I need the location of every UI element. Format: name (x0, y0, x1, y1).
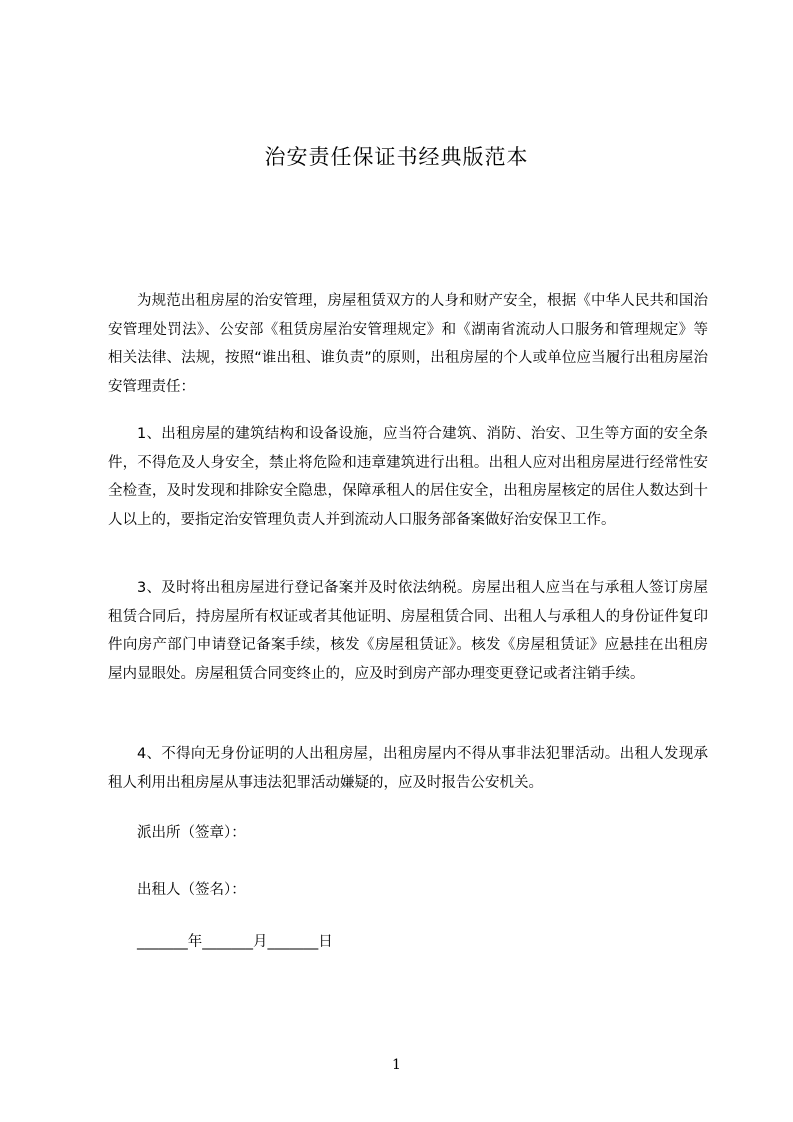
paragraph-clause-4: 4、不得向无身份证明的人出租房屋，出租房屋内不得从事非法犯罪活动。出租人发现承租人利用出租房屋从事违法犯罪活动嫌疑的，应及时报告公安机关。 (108, 746, 708, 791)
police-station-signature-line: 派出所（签章）： (137, 825, 246, 841)
paragraph-clause-3: 3、及时将出租房屋进行登记备案并及时依法纳税。房屋出租人应当在与承租人签订房屋租赁合同后，持房屋所有权证或者其他证明、房屋租赁合同、出租人与承租人的身份证件复印件向房产部门申请登记备案手续，核发《房屋租赁证》。核发《房屋租赁证》应悬挂在出租房屋内显眼处。房屋租赁合同变终止的，应及时到房产部办理变更登记或者注销手续。 (108, 580, 708, 682)
date-line: _______年_______月_______日 (137, 934, 333, 950)
page-number: 1 (392, 1057, 401, 1073)
document-title: 治安责任保证书经典版范本 (264, 145, 529, 169)
paragraph-clause-1: 1、出租房屋的建筑结构和设备设施，应当符合建筑、消防、治安、卫生等方面的安全条件，不得危及人身安全，禁止将危险和违章建筑进行出租。出租人应对出租房屋进行经常性安全检查，及时发现和排除安全隐患，保障承租人的居住安全，出租房屋核定的居住人数达到十人以上的，要指定治安管理负责人并到流动人口服务部备案做好治安保卫工作。 (108, 426, 708, 528)
paragraph-intro: 为规范出租房屋的治安管理，房屋租赁双方的人身和财产安全，根据《中华人民共和国治安管理处罚法》、公安部《租赁房屋治安管理规定》和《湖南省流动人口服务和管理规定》等相关法律、法规，按照“谁出租、谁负责”的原则，出租房屋的个人或单位应当履行出租房屋治安管理责任： (108, 293, 708, 395)
lessor-signature-line: 出租人（签名）： (137, 882, 246, 898)
